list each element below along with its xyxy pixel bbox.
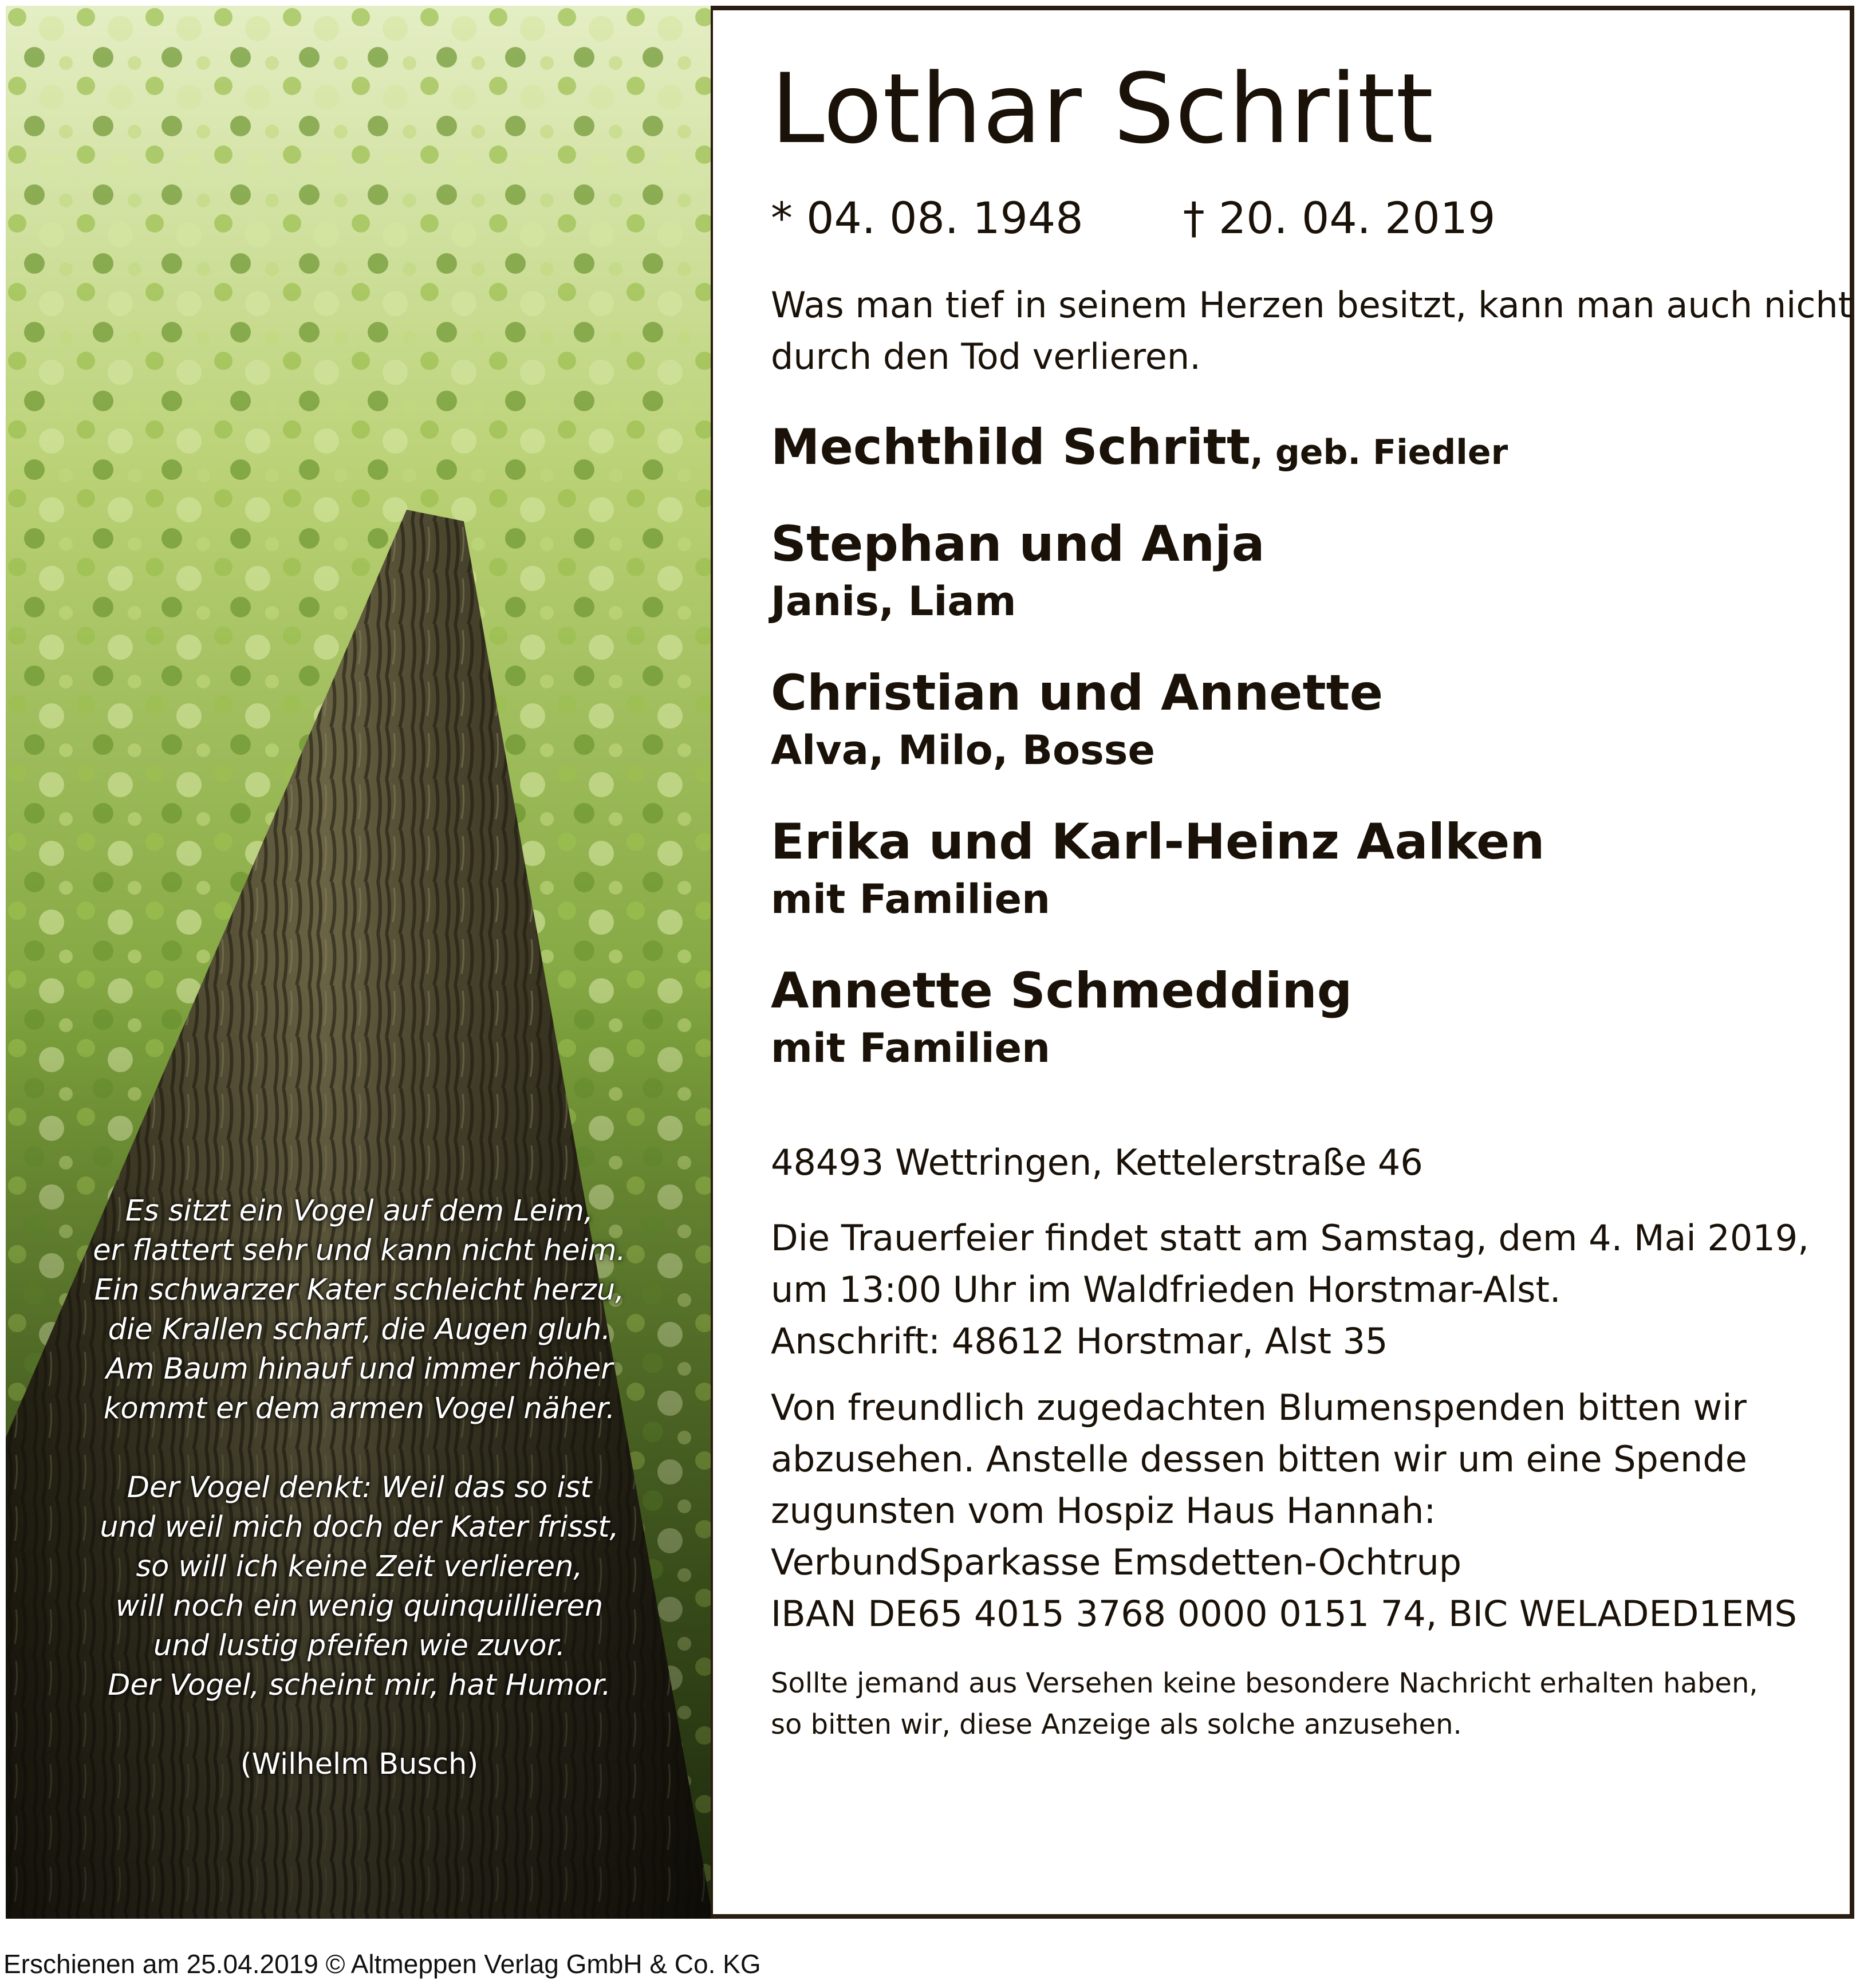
mourner-name: Stephan und Anja — [771, 515, 1265, 573]
mourner-family: Janis, Liam — [771, 578, 1016, 625]
mourner-name: Mechthild Schritt — [771, 419, 1251, 476]
mourner-family: mit Familien — [771, 1025, 1050, 1072]
note-line: Sollte jemand aus Versehen keine besondere Nachricht erhalten haben, — [771, 1667, 1758, 1699]
mourner-name: Erika und Karl-Heinz Aalken — [771, 813, 1545, 871]
mourner-entry — [771, 959, 1824, 1074]
mourner-family: mit Familien — [771, 876, 1050, 923]
poem — [6, 1191, 713, 1784]
note-line: so bitten wir, diese Anzeige als solche anzusehen. — [771, 1709, 1462, 1741]
tree-photo — [6, 6, 713, 1919]
funeral-line: Die Trauerfeier findet statt am Samstag, dem 4. Mai 2019, — [771, 1217, 1809, 1259]
mourner-family: Alva, Milo, Bosse — [771, 727, 1155, 774]
poem-stanza-1 — [6, 1191, 713, 1428]
family-address: 48493 Wettringen, Kettelerstraße 46 — [771, 1141, 1423, 1183]
funeral-line: Anschrift: 48612 Horstmar, Alst 35 — [771, 1320, 1388, 1362]
mourner-entry — [771, 513, 1824, 627]
mourners-list — [771, 416, 1824, 1074]
poem-line: so will ich keine Zeit verlieren, — [136, 1550, 583, 1584]
birth-date: * 04. 08. 1948 — [771, 192, 1083, 243]
poem-line: Der Vogel, scheint mir, hat Humor. — [108, 1668, 611, 1702]
publication-footer: Erschienen am 25.04.2019 © Altmeppen Verlag GmbH & Co. KG — [3, 1949, 761, 1979]
deceased-name: Lothar Schritt — [771, 53, 1435, 165]
poem-line: die Krallen scharf, die Augen gluh. — [108, 1313, 611, 1347]
poem-line: Es sitzt ein Vogel auf dem Leim, — [125, 1194, 594, 1228]
notice-note — [771, 1663, 1824, 1745]
donation-line: abzusehen. Anstelle dessen bitten wir um eine Spende — [771, 1438, 1747, 1480]
funeral-line: um 13:00 Uhr im Waldfrieden Horstmar-Alst. — [771, 1269, 1561, 1310]
poem-line: Am Baum hinauf und immer höher — [105, 1352, 613, 1386]
donation-line: Von freundlich zugedachten Blumenspenden bitten wir — [771, 1387, 1747, 1428]
mourner-suffix: , geb. Fiedler — [1250, 432, 1508, 473]
poem-line: Der Vogel denkt: Weil das so ist — [127, 1471, 592, 1505]
poem-line: will noch ein wenig quinquillieren — [115, 1589, 604, 1623]
mourner-name: Annette Schmedding — [771, 962, 1353, 1019]
life-dates — [771, 192, 1824, 244]
donation-line: VerbundSparkasse Emsdetten-Ochtrup — [771, 1541, 1462, 1583]
poem-line: er flattert sehr und kann nicht heim. — [93, 1234, 626, 1267]
donation-info — [771, 1382, 1824, 1640]
quote-line: Was man tief in seinem Herzen besitzt, kann man auch nicht — [771, 284, 1853, 326]
quote-line: durch den Tod verlieren. — [771, 336, 1201, 377]
funeral-info — [771, 1213, 1824, 1367]
poem-line: und weil mich doch der Kater frisst, — [100, 1510, 619, 1544]
mourner-entry — [771, 662, 1824, 776]
memorial-quote — [771, 279, 1853, 383]
death-date: † 20. 04. 2019 — [1183, 192, 1496, 243]
donation-line: IBAN DE65 4015 3768 0000 0151 74, BIC WELADED1EMS — [771, 1593, 1797, 1635]
poem-line: und lustig pfeifen wie zuvor. — [153, 1629, 566, 1663]
mourner-name: Christian und Annette — [771, 664, 1384, 722]
donation-line: zugunsten vom Hospiz Haus Hannah: — [771, 1490, 1436, 1532]
poem-line: kommt er dem armen Vogel näher. — [103, 1392, 616, 1426]
poem-stanza-2 — [6, 1468, 713, 1705]
mourner-entry — [771, 810, 1824, 925]
mourner-entry — [771, 416, 1824, 484]
poem-line: Ein schwarzer Kater schleicht herzu, — [94, 1273, 625, 1307]
poem-author: (Wilhelm Busch) — [240, 1747, 479, 1781]
obituary-content — [771, 52, 1853, 1745]
